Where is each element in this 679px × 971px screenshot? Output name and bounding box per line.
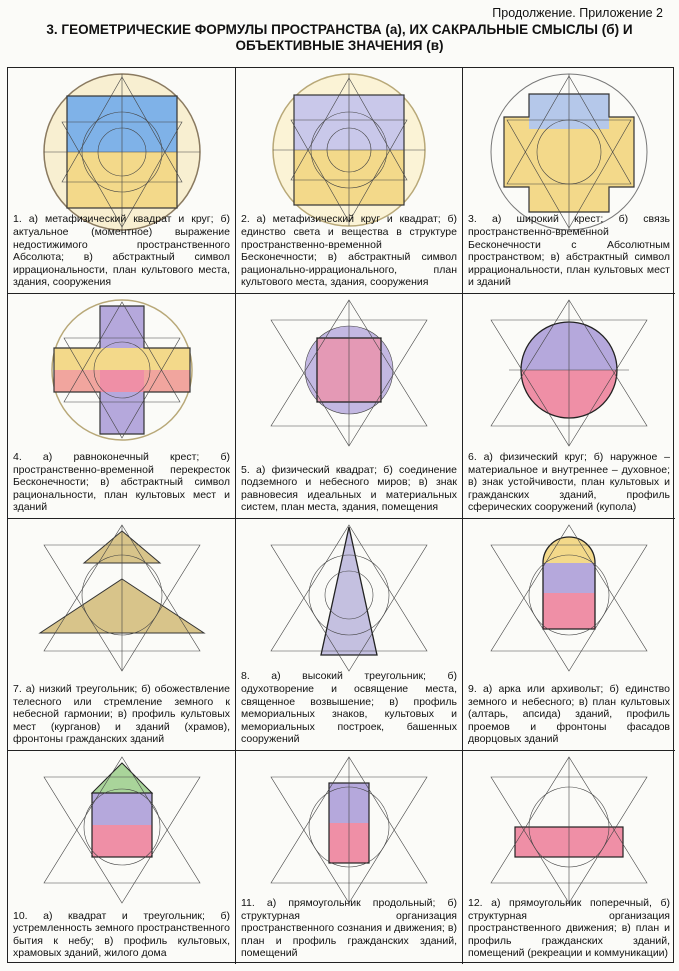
figure-cell-9 xyxy=(463,519,675,751)
caption-9: 9. а) арка или архивольт; б) единство земного и небесного; в) план культовых (алтарь, апсида) зданий, профиль проемов и фронтоны фасадов дворцовых зданий xyxy=(468,683,670,746)
figure-cell-6 xyxy=(463,294,675,519)
figure-cell-4 xyxy=(8,294,236,519)
figure-10-drawing xyxy=(32,755,212,905)
caption-11: 11. а) прямоугольник продольный; б) структурная организация пространственного сознания и движения; в) план и профиль гражданских зданий, помещений xyxy=(241,897,457,960)
figure-11-drawing xyxy=(259,755,439,905)
caption-8: 8. а) высокий треугольник; б) одухотворение и освящение места, священное возвышение; в) профиль мемориальных знаков, культовых и мемориальных построек, башенных сооружений xyxy=(241,670,457,746)
figure-cell-5 xyxy=(236,294,463,519)
figure-8-drawing xyxy=(259,523,439,673)
figure-cell-3 xyxy=(463,68,675,294)
figure-table xyxy=(7,67,674,963)
figure-9-drawing xyxy=(479,523,659,673)
figure-6-drawing xyxy=(479,298,659,448)
figure-cell-11 xyxy=(236,751,463,964)
figure-cell-1 xyxy=(8,68,236,294)
figure-cell-12 xyxy=(463,751,675,964)
page-title: 3. ГЕОМЕТРИЧЕСКИЕ ФОРМУЛЫ ПРОСТРАНСТВА (а), ИХ САКРАЛЬНЫЕ СМЫСЛЫ (б) И ОБЪЕКТИВНЫЕ ЗНАЧЕНИЯ (в) xyxy=(46,22,633,53)
caption-3: 3. а) широкий крест; б) связь пространственно-временной Бесконечности с Абсолютным пространством; в) абстрактный символ иррациональности, план культовых мест и зданий xyxy=(468,213,670,289)
figure-5-drawing xyxy=(259,298,439,448)
caption-12: 12. а) прямоугольник поперечный, б) структурная организация пространственного движения; в) план и профиль гражданских зданий, помещений (рекреации и коммуникации) xyxy=(468,897,670,960)
figure-cell-2 xyxy=(236,68,463,294)
figure-4-drawing xyxy=(32,298,212,448)
caption-1: 1. а) метафизический квадрат и круг; б) актуальное (моментное) выражение недостижимого пространственного Абсолюта; в) абстрактный символ иррациональности, план культового места, здания, сооружения xyxy=(13,213,230,289)
figure-7-drawing xyxy=(32,523,212,673)
caption-5: 5. а) физический квадрат; б) соединение подземного и небесного миров; в) знак равновесия идеальных и материальных систем, план места, здания, помещения xyxy=(241,463,457,514)
caption-4: 4. а) равноконечный крест; б) пространственно-временной перекресток Бесконечности; в) абстрактный символ рациональности, план культовых мест и зданий xyxy=(13,451,230,514)
caption-10: 10. а) квадрат и треугольник; б) устремленность земного пространственного бытия к небу; в) профиль культовых, храмовых зданий, жилого дома xyxy=(13,909,230,960)
caption-6: 6. а) физический круг; б) наружное – материальное и внутреннее – духовное; в) знак устойчивости, план культовых и гражданских зданий, профиль сферических сооружений (купола) xyxy=(468,451,670,514)
figure-cell-8 xyxy=(236,519,463,751)
figure-cell-10 xyxy=(8,751,236,964)
caption-7: 7. а) низкий треугольник; б) обожествление телесного или стремление земного к небесной гармонии; в) профиль культовых мест (курганов) и зданий (храмов), фронтоны гражданских зданий xyxy=(13,683,230,746)
appendix-note: Продолжение. Приложение 2 xyxy=(492,6,663,20)
caption-2: 2. а) метафизический круг и квадрат; б) единство света и вещества в структуре пространственно-временной Бесконечности; в) абстрактный символ рационально-иррационального, план культового места, здания, сооружения xyxy=(241,213,457,289)
figure-12-drawing xyxy=(479,755,659,905)
figure-cell-7 xyxy=(8,519,236,751)
